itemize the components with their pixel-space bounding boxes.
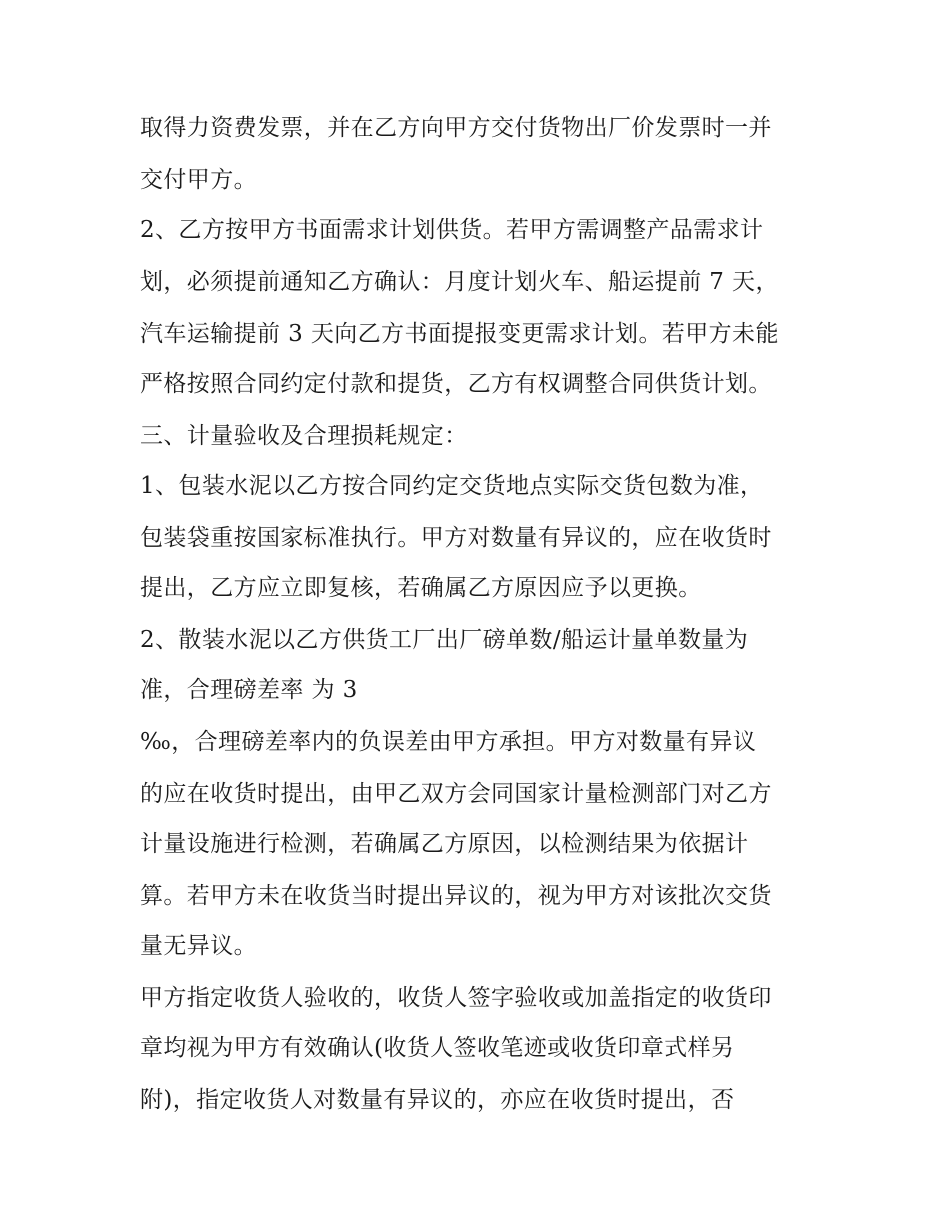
text-line: 1、包装水泥以乙方按合同约定交货地点实际交货包数为准， <box>140 473 764 499</box>
text-line: 划，必须提前通知乙方确认：月度计划火车、船运提前 7 天， <box>140 269 779 295</box>
text-line: 包装袋重按国家标准执行。甲方对数量有异议的，应在收货时 <box>140 525 772 551</box>
text-line: ‰，合理磅差率内的负误差由甲方承担。甲方对数量有异议 <box>140 729 757 755</box>
text-line: 计量设施进行检测，若确属乙方原因，以检测结果为依据计 <box>140 831 749 857</box>
text-line: 提出，乙方应立即复核，若确属乙方原因应予以更换。 <box>140 575 702 601</box>
text-line: 甲方指定收货人验收的，收货人签字验收或加盖指定的收货印 <box>140 985 772 1011</box>
text-line: 的应在收货时提出，由甲乙双方会同国家计量检测部门对乙方 <box>140 781 772 807</box>
text-line: 量无异议。 <box>140 933 257 959</box>
text-line: 2、散装水泥以乙方供货工厂出厂磅单数/船运计量单数量为 <box>140 627 749 653</box>
text-line: 交付甲方。 <box>140 167 257 193</box>
text-line: 取得力资费发票，并在乙方向甲方交付货物出厂价发票时一并 <box>140 115 772 141</box>
section-heading: 三、计量验收及合理损耗规定： <box>140 423 468 449</box>
text-line: 算。若甲方未在收货当时提出异议的，视为甲方对该批次交货 <box>140 883 772 909</box>
text-line: 附)，指定收货人对数量有异议的，亦应在收货时提出，否 <box>140 1087 735 1113</box>
text-line: 准，合理磅差率 为 3 <box>140 677 358 703</box>
text-line: 2、乙方按甲方书面需求计划供货。若甲方需调整产品需求计 <box>140 217 764 243</box>
text-line: 汽车运输提前 3 天向乙方书面提报变更需求计划。若甲方未能 <box>140 321 779 347</box>
text-line: 章均视为甲方有效确认(收货人签收笔迹或收货印章式样另 <box>140 1035 735 1061</box>
text-line: 严格按照合同约定付款和提货，乙方有权调整合同供货计划。 <box>140 371 772 397</box>
